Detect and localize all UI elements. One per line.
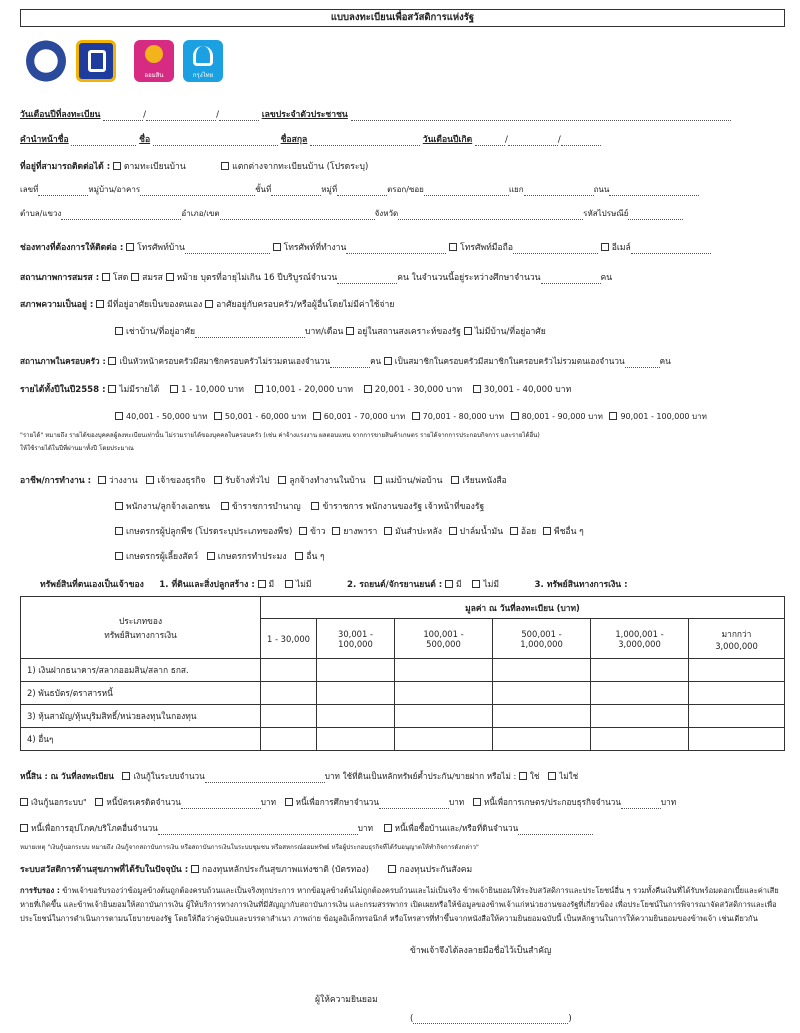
- occupation-row-1: [20, 473, 507, 487]
- table-cell[interactable]: [493, 728, 591, 751]
- occupation-label: อาชีพ/การทำงาน :: [20, 476, 92, 486]
- single-checkbox[interactable]: [102, 273, 110, 281]
- students-field[interactable]: [541, 275, 601, 284]
- no-home-label: ไม่มีบ้าน/ที่อยู่อาศัย: [474, 327, 546, 337]
- agri-debt-checkbox[interactable]: [473, 798, 481, 806]
- card-debt-field[interactable]: [181, 800, 261, 809]
- income-row-2: [115, 410, 707, 423]
- occ-fishery-label: เกษตรกรทำประมง: [217, 552, 287, 562]
- occ-domestic-label: ลูกจ้างทำงานในบ้าน: [289, 476, 366, 486]
- students-text: คน ในจำนวนนี้อยู่ระหว่างศึกษาจำนวน: [397, 273, 541, 283]
- table-cell[interactable]: [493, 705, 591, 728]
- table-row: [21, 728, 785, 751]
- table-cell[interactable]: [591, 682, 689, 705]
- occ-private-checkbox[interactable]: [115, 502, 123, 510]
- rent-label: เช่าบ้าน/ที่อยู่อาศัย: [126, 327, 195, 337]
- consent-paragraph: [20, 884, 782, 926]
- ministry-seal-logo: [26, 40, 66, 82]
- land-yes-label: มี: [268, 580, 275, 590]
- table-cell[interactable]: [317, 728, 395, 751]
- married-label: สมรส: [142, 273, 163, 283]
- email-field[interactable]: [631, 245, 711, 254]
- floor-field[interactable]: [271, 187, 321, 196]
- reg-date-row: วันเดือนปีที่ลงทะเบียน / / เลขประจำตัวประชาชน: [20, 107, 731, 121]
- occ-student-checkbox[interactable]: [451, 476, 459, 484]
- asset-row-label: 1) เงินฝากธนาคาร/สลากออมสิน/สลาก ธกส.: [21, 659, 261, 682]
- table-cell[interactable]: [395, 705, 493, 728]
- card-debt-label: หนี้บัตรเครดิตจำนวน: [106, 797, 181, 807]
- children-field[interactable]: [337, 275, 397, 284]
- form-title: แบบลงทะเบียนเพื่อสวัสดิการแห่งรัฐ: [20, 9, 785, 27]
- name-row: คำนำหน้าชื่อ ชื่อ ชื่อสกุล วันเดือนปีเกิด / /: [20, 132, 601, 146]
- own-home-checkbox[interactable]: [96, 300, 104, 308]
- people-unit: คน: [600, 273, 613, 283]
- ktb-logo: กรุงไทย: [183, 40, 223, 82]
- occ-general-label: รับจ้างทั่วไป: [225, 476, 270, 486]
- table-row: [21, 705, 785, 728]
- occ-housewife-checkbox[interactable]: [374, 476, 382, 484]
- district-field[interactable]: [220, 211, 375, 220]
- table-cell[interactable]: [317, 659, 395, 682]
- edu-debt-label: หนี้เพื่อการศึกษาจำนวน: [295, 797, 380, 807]
- crop-sugarcane-checkbox[interactable]: [510, 527, 518, 535]
- baht-unit: บาท: [660, 797, 677, 807]
- crop-rubber-label: ยางพารา: [343, 527, 378, 537]
- table-cell[interactable]: [591, 705, 689, 728]
- subdistrict-label: ตำบล/แขวง: [20, 209, 62, 218]
- widowed-checkbox[interactable]: [166, 273, 174, 281]
- road-field[interactable]: [609, 187, 699, 196]
- birth-day-field[interactable]: [475, 137, 505, 146]
- work-phone-field[interactable]: [346, 245, 446, 254]
- table-row: [21, 682, 785, 705]
- table-row: [21, 659, 785, 682]
- home-phone-label: โทรศัพท์บ้าน: [137, 243, 185, 253]
- province-field[interactable]: [398, 211, 583, 220]
- house-no-label: เลขที่: [20, 185, 39, 194]
- occupation-row-2: [115, 499, 484, 513]
- income-note-1: "รายได้" หมายถึง รายได้ของบุคคลผู้ลงทะเบียนเท่านั้น ไม่รวมรายได้ของบุคคลในครอบครัว (เช่น ค่าจ้างแรงงาน ผลตอบแทน จากการขายสินค้าเกษตร รายได้จากการประกอบกิจการ และรายได้อื่น): [20, 432, 540, 439]
- income-10-checkbox[interactable]: [609, 412, 617, 420]
- asset-type-header: ประเภทของ ทรัพย์สินทางการเงิน: [21, 597, 261, 659]
- floor-label: ชั้นที่: [255, 185, 272, 194]
- collateral-yes-label: ใช่: [529, 771, 540, 781]
- house-no-field[interactable]: [38, 187, 88, 196]
- residence-label: สภาพความเป็นอยู่ :: [20, 300, 94, 310]
- occupation-row-3: [115, 524, 584, 538]
- baht-unit: บาท: [260, 797, 276, 807]
- prefix-field[interactable]: [71, 137, 136, 146]
- gold-card-checkbox[interactable]: [191, 865, 199, 873]
- table-cell[interactable]: [317, 705, 395, 728]
- yaek-label: แยก: [508, 185, 524, 194]
- land-question: 1. ที่ดินและสิ่งปลูกสร้าง :: [159, 580, 255, 590]
- land-yes-checkbox[interactable]: [258, 580, 266, 588]
- gold-card-label: กองทุนหลักประกันสุขภาพแห่งชาติ (บัตรทอง): [201, 865, 369, 875]
- table-cell[interactable]: [689, 728, 785, 751]
- table-cell[interactable]: [261, 728, 317, 751]
- assets-row: [40, 577, 628, 591]
- occ-crop-checkbox[interactable]: [115, 527, 123, 535]
- income-1-checkbox[interactable]: [170, 385, 178, 393]
- marital-label: สถานภาพการสมรส :: [20, 273, 100, 283]
- income-6-label: 50,001 - 60,000 บาท: [224, 412, 307, 421]
- member-checkbox[interactable]: [384, 357, 392, 365]
- contact-label: ช่องทางที่ต้องการให้ติดต่อ :: [20, 243, 124, 253]
- crop-other-checkbox[interactable]: [543, 527, 551, 535]
- income-10-label: 90,001 - 100,000 บาท: [620, 412, 707, 421]
- signer-label: ผู้ให้ความยินยอม: [315, 995, 378, 1005]
- income-2-label: 10,001 - 20,000 บาท: [265, 385, 353, 395]
- edu-debt-checkbox[interactable]: [285, 798, 293, 806]
- range-header-4: 500,001 - 1,000,000: [493, 619, 591, 659]
- home-phone-field[interactable]: [185, 245, 270, 254]
- family-status-label: สถานภาพในครอบครัว :: [20, 356, 106, 366]
- occ-pension-label: ข้าราชการบำนาญ: [231, 502, 301, 512]
- mobile-field[interactable]: [513, 245, 598, 254]
- informal-loan-label: เงินกู้นอกระบบ": [31, 797, 87, 807]
- formal-loan-checkbox[interactable]: [122, 772, 130, 780]
- residence-row-2: [115, 324, 546, 338]
- agri-debt-label: หนี้เพื่อการเกษตร/ประกอบธุรกิจจำนวน: [483, 797, 621, 807]
- income-1-label: 1 - 10,000 บาท: [181, 385, 244, 395]
- debt-row-3: [20, 822, 593, 835]
- name-label: ชื่อ: [139, 135, 151, 145]
- birth-year-field[interactable]: [561, 137, 601, 146]
- address-opt2: แตกต่างจากทะเบียนบ้าน (โปรดระบุ): [232, 162, 369, 172]
- birth-month-field[interactable]: [508, 137, 558, 146]
- vehicle-yes-label: มี: [455, 580, 462, 590]
- email-label: อีเมล์: [611, 243, 631, 253]
- single-label: โสด: [112, 273, 129, 283]
- welfare-home-label: อยู่ในสถานสงเคราะห์ของรัฐ: [357, 327, 461, 337]
- gsb-logo: ออมสิน: [134, 40, 174, 82]
- address-other-checkbox[interactable]: [221, 162, 229, 170]
- marital-row: [20, 270, 612, 284]
- subdistrict-field[interactable]: [61, 211, 181, 220]
- crop-palm-checkbox[interactable]: [449, 527, 457, 535]
- head-checkbox[interactable]: [108, 357, 116, 365]
- table-cell[interactable]: [689, 705, 785, 728]
- member-unit: คน: [659, 356, 671, 366]
- mobile-label: โทรศัพท์มือถือ: [460, 243, 513, 253]
- bank-logo-2: [76, 40, 116, 82]
- collateral-question: ใช้ที่ดินเป็นหลักทรัพย์ค้ำประกัน/ขายฝาก หรือไม่ :: [342, 771, 517, 781]
- value-header: มูลค่า ณ วันที่ลงทะเบียน (บาท): [261, 597, 785, 619]
- crop-rubber-checkbox[interactable]: [332, 527, 340, 535]
- asset-row-label: 3) หุ้นสามัญ/หุ้นบุริมสิทธิ์/หน่วยลงทุนในกองทุน: [21, 705, 261, 728]
- head-count-field[interactable]: [330, 359, 370, 368]
- occ-livestock-checkbox[interactable]: [115, 552, 123, 560]
- consent-text: ข้าพเจ้าขอรับรองว่าข้อมูลข้างต้นถูกต้องครบถ้วนและเป็นจริงทุกประการ หากข้อมูลข้างต้นไม่ถูกต้องครบถ้วนและไม่เป็นจริง ข้าพเจ้ายินยอมให้ระงับสวัสดิการและประโยชน์อื่น ๆ รวมทั้งคืนเงินที่ได้รับพร้อมดอกเบี้ยและค่าเสียหายที่เกิดขึ้น และข้าพเจ้ายินยอมให้สถาบันการเงิน ผู้ให้บริการทางการเงินที่มีสัญญากับสถาบันการเงิน และกรมสรรพากร เปิดเผยหรือให้ข้อมูลของข้าพเจ้าแก่หน่วยงานของรัฐที่เกี่ยวข้อง เพื่อประโยชน์ในการพิจารณาจัดสวัสดิการและเพื่อประโยชน์ในการดำเนินการตามนโยบายของรัฐ โดยให้ถือว่าคู่ฉบับและบรรดาสำเนา ภาพถ่าย ข้อมูลอิเล็กทรอนิกส์ หรือโทรสารที่ทำขึ้นจากหนังสือให้ความยินยอมฉบับนี้ เป็นหลักฐานในการให้ความยินยอมของข้าพเจ้า เช่นเดียวกัน: [20, 886, 779, 923]
- table-cell[interactable]: [317, 682, 395, 705]
- occ-unemployed-label: ว่างงาน: [108, 476, 138, 486]
- surname-label: ชื่อสกุล: [280, 135, 308, 145]
- village-field[interactable]: [140, 187, 255, 196]
- table-cell[interactable]: [591, 728, 689, 751]
- occ-owner-label: เจ้าของธุรกิจ: [157, 476, 206, 486]
- table-cell[interactable]: [493, 659, 591, 682]
- income-8-checkbox[interactable]: [412, 412, 420, 420]
- birth-label: วันเดือนปีเกิด: [422, 135, 473, 145]
- village-label: หมู่บ้าน/อาคาร: [88, 185, 141, 194]
- baht-month-label: บาท/เดือน: [305, 327, 344, 337]
- married-checkbox[interactable]: [131, 273, 139, 281]
- moo-field[interactable]: [337, 187, 387, 196]
- edu-debt-field[interactable]: [379, 800, 449, 809]
- reg-date-label: วันเดือนปีที่ลงทะเบียน: [20, 110, 101, 120]
- house-debt-checkbox[interactable]: [384, 824, 392, 832]
- occ-pension-checkbox[interactable]: [221, 502, 229, 510]
- income-5-checkbox[interactable]: [115, 412, 123, 420]
- formal-loan-field[interactable]: [205, 774, 325, 783]
- welfare-label: ระบบสวัสดิการด้านสุขภาพที่ได้รับในปัจจุบัน :: [20, 865, 189, 875]
- range-header-5: 1,000,001 - 3,000,000: [591, 619, 689, 659]
- welfare-row: [20, 862, 472, 876]
- house-debt-label: หนี้เพื่อซื้อบ้านและ/หรือที่ดินจำนวน: [394, 823, 519, 833]
- asset-row-label: 4) อื่นๆ: [21, 728, 261, 751]
- range-header-3: 100,001 - 500,000: [395, 619, 493, 659]
- contact-row: [20, 240, 711, 254]
- income-3-label: 20,001 - 30,000 บาท: [374, 385, 463, 395]
- work-phone-checkbox[interactable]: [273, 243, 281, 251]
- head-unit: คน: [370, 356, 382, 366]
- debt-label: หนี้สิน : ณ วันที่ลงทะเบียน: [20, 771, 114, 781]
- family-home-label: อาศัยอยู่กับครอบครัว/หรือผู้อื่นโดยไม่มีค่าใช้จ่าย: [216, 300, 395, 310]
- occ-other-label: อื่น ๆ: [306, 552, 325, 562]
- family-home-checkbox[interactable]: [205, 300, 213, 308]
- crop-sugarcane-label: อ้อย: [520, 527, 537, 537]
- district-label: อำเภอ/เขต: [181, 209, 220, 218]
- land-no-label: ไม่มี: [295, 580, 312, 590]
- work-phone-label: โทรศัพท์ที่ทำงาน: [283, 243, 347, 253]
- collateral-no-label: ไม่ใช่: [559, 771, 579, 781]
- occ-other-checkbox[interactable]: [295, 552, 303, 560]
- address-label: ที่อยู่ที่สามารถติดต่อได้ :: [20, 162, 111, 172]
- yaek-field[interactable]: [524, 187, 594, 196]
- prefix-label: คำนำหน้าชื่อ: [20, 135, 69, 145]
- income-2-checkbox[interactable]: [255, 385, 263, 393]
- reg-year-field[interactable]: [219, 112, 259, 121]
- assets-label: ทรัพย์สินที่ตนเองเป็นเจ้าของ: [40, 580, 144, 590]
- address-detail-row-1: [20, 183, 699, 196]
- personal-debt-label: หนี้เพื่อการอุปโภค/บริโภคอื่นจำนวน: [31, 823, 158, 833]
- address-detail-row-2: [20, 207, 683, 220]
- consent-label: การรับรอง :: [20, 886, 60, 895]
- soi-field[interactable]: [424, 187, 509, 196]
- member-count-field[interactable]: [625, 359, 660, 368]
- debt-row-1: [20, 770, 578, 783]
- debt-row-2: [20, 796, 676, 809]
- first-name-field[interactable]: [153, 137, 278, 146]
- id-label: เลขประจำตัวประชาชน: [261, 110, 348, 120]
- debt-note: หมายเหตุ "เงินกู้นอกระบบ หมายถึง เงินกู้จากสถาบันการเงิน หรือสถาบันการเงินในระบบชุมชน หรือสหกรณ์ออมทรัพย์ หรือผู้ประกอบธุรกิจที่ได้รับอนุญาตให้ทำกิจการดังกล่าว": [20, 844, 479, 851]
- address-same-checkbox[interactable]: [113, 162, 121, 170]
- mobile-checkbox[interactable]: [449, 243, 457, 251]
- agri-debt-field[interactable]: [621, 800, 661, 809]
- collateral-yes-checkbox[interactable]: [519, 772, 527, 780]
- member-label: เป็นสมาชิกในครอบครัวมีสมาชิกในครอบครัวไม่รวมตนเองจำนวน: [394, 356, 625, 366]
- income-8-label: 70,001 - 80,000 บาท: [422, 412, 505, 421]
- income-6-checkbox[interactable]: [214, 412, 222, 420]
- own-home-label: มีที่อยู่อาศัยเป็นของตนเอง: [107, 300, 203, 310]
- income-row-1: รายได้ทั้งปีในปี2558 : ไม่มีรายได้ 1 - 10,000 บาท 10,001 - 20,000 บาท 20,001 - 30,000 บาท 30,001 - 40,000 บาท: [20, 385, 572, 395]
- email-checkbox[interactable]: [601, 243, 609, 251]
- financial-assets-table: [20, 596, 785, 751]
- table-cell[interactable]: [395, 659, 493, 682]
- table-cell[interactable]: [395, 728, 493, 751]
- table-cell[interactable]: [261, 659, 317, 682]
- home-phone-checkbox[interactable]: [126, 243, 134, 251]
- postcode-field[interactable]: [628, 211, 683, 220]
- province-label: จังหวัด: [374, 209, 399, 218]
- table-cell[interactable]: [261, 682, 317, 705]
- signature-line: [410, 1014, 572, 1024]
- table-cell[interactable]: [395, 682, 493, 705]
- range-header-1: 1 - 30,000: [261, 619, 317, 659]
- income-7-checkbox[interactable]: [313, 412, 321, 420]
- vehicle-question: 2. รถยนต์/จักรยานยนต์ :: [347, 580, 443, 590]
- occ-housewife-label: แม่บ้าน/พ่อบ้าน: [385, 476, 443, 486]
- income-7-label: 60,001 - 70,000 บาท: [323, 412, 406, 421]
- vehicle-no-label: ไม่มี: [483, 580, 500, 590]
- occ-livestock-label: เกษตรกรผู้เลี้ยงสัตว์: [126, 552, 198, 562]
- rent-field[interactable]: [195, 329, 305, 338]
- children-text: บุตรที่อายุไม่เกิน 16 ปีบริบูรณ์จำนวน: [200, 273, 338, 283]
- crop-cassava-checkbox[interactable]: [384, 527, 392, 535]
- road-label: ถนน: [593, 185, 610, 194]
- rent-checkbox[interactable]: [115, 327, 123, 335]
- occ-gov-checkbox[interactable]: [311, 502, 319, 510]
- head-label: เป็นหัวหน้าครอบครัวมีสมาชิกครอบครัวไม่รวมตนเองจำนวน: [119, 356, 331, 366]
- table-cell[interactable]: [689, 659, 785, 682]
- occ-student-label: เรียนหนังสือ: [462, 476, 507, 486]
- paren-close: ): [568, 1014, 572, 1024]
- occ-fishery-checkbox[interactable]: [207, 552, 215, 560]
- crop-palm-label: ปาล์มน้ำมัน: [459, 527, 504, 537]
- id-field[interactable]: [351, 112, 731, 121]
- vehicle-yes-checkbox[interactable]: [445, 580, 453, 588]
- card-debt-checkbox[interactable]: [95, 798, 103, 806]
- table-cell[interactable]: [261, 705, 317, 728]
- signature-field[interactable]: [413, 1015, 568, 1024]
- occ-private-label: พนักงาน/ลูกจ้างเอกชน: [126, 502, 211, 512]
- address-opt1: ตามทะเบียนบ้าน: [123, 162, 186, 172]
- income-label: รายได้ทั้งปีในปี2558: [20, 385, 100, 395]
- occ-domestic-checkbox[interactable]: [278, 476, 286, 484]
- crop-other-label: พืชอื่น ๆ: [553, 527, 584, 537]
- collateral-no-checkbox[interactable]: [548, 772, 556, 780]
- crop-rice-checkbox[interactable]: [299, 527, 307, 535]
- range-header-6: มากกว่า 3,000,000: [689, 619, 785, 659]
- social-security-checkbox[interactable]: [388, 865, 396, 873]
- income-4-label: 30,001 - 40,000 บาท: [483, 385, 572, 395]
- personal-debt-field[interactable]: [158, 826, 358, 835]
- baht-unit: บาท: [324, 771, 340, 781]
- table-cell[interactable]: [689, 682, 785, 705]
- income-note-2: ให้ใช้รายได้ในปีที่ผ่านมาทั้งปี โดยประมาณ: [20, 445, 134, 452]
- address-row: [20, 159, 368, 173]
- income-9-label: 80,001 - 90,000 บาท: [521, 412, 603, 421]
- occ-crop-label: เกษตรกรผู้ปลูกพืช (โปรดระบุประเภทของพืช): [126, 527, 293, 537]
- crop-cassava-label: มันสำปะหลัง: [395, 527, 442, 537]
- moo-label: หมู่ที่: [321, 185, 338, 194]
- widowed-label: หม้าย: [176, 273, 198, 283]
- reg-month-field[interactable]: [146, 112, 216, 121]
- postcode-label: รหัสไปรษณีย์: [583, 209, 629, 218]
- occupation-row-4: [115, 549, 325, 563]
- income-3-checkbox[interactable]: [364, 385, 372, 393]
- social-security-label: กองทุนประกันสังคม: [399, 865, 473, 875]
- occ-unemployed-checkbox[interactable]: [98, 476, 106, 484]
- paren-open: (: [410, 1014, 414, 1024]
- table-cell[interactable]: [591, 659, 689, 682]
- land-no-checkbox[interactable]: [285, 580, 293, 588]
- informal-loan-checkbox[interactable]: [20, 798, 28, 806]
- reg-day-field[interactable]: [103, 112, 143, 121]
- income-0-checkbox[interactable]: [108, 385, 116, 393]
- residence-row-1: [20, 297, 394, 311]
- income-9-checkbox[interactable]: [511, 412, 519, 420]
- finance-question: 3. ทรัพย์สินทางการเงิน :: [534, 580, 628, 590]
- vehicle-no-checkbox[interactable]: [472, 580, 480, 588]
- table-cell[interactable]: [493, 682, 591, 705]
- income-4-checkbox[interactable]: [473, 385, 481, 393]
- family-status-row: [20, 355, 671, 368]
- baht-unit: บาท: [449, 797, 465, 807]
- baht-unit: บาท: [357, 823, 373, 833]
- soi-label: ตรอก/ซอย: [387, 185, 424, 194]
- surname-field[interactable]: [310, 137, 420, 146]
- range-header-2: 30,001 - 100,000: [317, 619, 395, 659]
- income-0-label: ไม่มีรายได้: [119, 385, 160, 395]
- formal-loan-label: เงินกู้ในระบบจำนวน: [133, 771, 205, 781]
- personal-debt-checkbox[interactable]: [20, 824, 28, 832]
- occ-general-checkbox[interactable]: [214, 476, 222, 484]
- asset-row-label: 2) พันธบัตร/ตราสารหนี้: [21, 682, 261, 705]
- income-5-label: 40,001 - 50,000 บาท: [126, 412, 208, 421]
- sign-line: ข้าพเจ้าจึงได้ลงลายมือชื่อไว้เป็นสำคัญ: [410, 946, 552, 956]
- welfare-home-checkbox[interactable]: [346, 327, 354, 335]
- house-debt-field[interactable]: [518, 826, 593, 835]
- crop-rice-label: ข้าว: [310, 527, 326, 537]
- no-home-checkbox[interactable]: [464, 327, 472, 335]
- occ-gov-label: ข้าราชการ พนักงานของรัฐ เจ้าหน้าที่ของรัฐ: [322, 502, 485, 512]
- occ-owner-checkbox[interactable]: [146, 476, 154, 484]
